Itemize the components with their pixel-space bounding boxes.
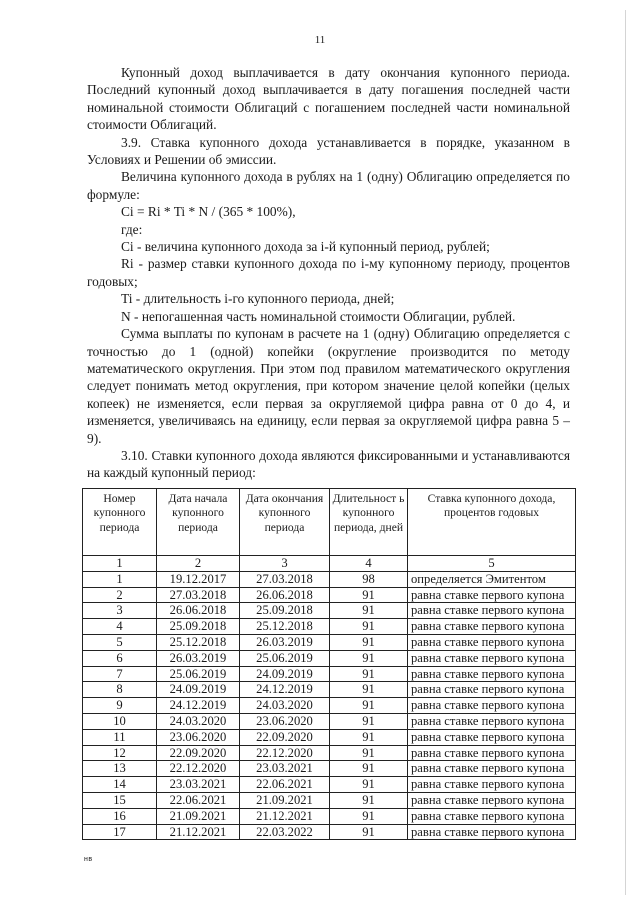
- table-cell: равна ставке первого купона: [408, 745, 576, 761]
- table-cell: 22.12.2020: [157, 761, 240, 777]
- table-cell: 11: [83, 729, 157, 745]
- table-cell: 91: [330, 745, 408, 761]
- paragraph: N - непогашенная часть номинальной стоимости Облигации, рублей.: [121, 308, 516, 324]
- table-row: [83, 682, 576, 698]
- table-cell: 25.06.2019: [157, 666, 240, 682]
- table-cell: 12: [83, 745, 157, 761]
- table-cell: 91: [330, 729, 408, 745]
- table-cell: 1: [83, 571, 157, 587]
- table-row: [83, 745, 576, 761]
- table-row: [83, 792, 576, 808]
- header-end-date: Дата окончания купонного периода: [240, 489, 330, 556]
- document-body: [87, 64, 570, 482]
- table-row: [83, 650, 576, 666]
- table-cell: равна ставке первого купона: [408, 698, 576, 714]
- table-cell: 26.03.2019: [157, 650, 240, 666]
- table-row: [83, 761, 576, 777]
- table-row: [83, 603, 576, 619]
- footer-initials: нв: [84, 856, 93, 863]
- table-cell: 26.06.2018: [157, 603, 240, 619]
- column-number-cell: 3: [240, 556, 330, 572]
- table-cell: 91: [330, 698, 408, 714]
- table-cell: 24.09.2019: [240, 666, 330, 682]
- table-cell: равна ставке первого купона: [408, 808, 576, 824]
- table-cell: равна ставке первого купона: [408, 777, 576, 793]
- table-cell: 21.09.2021: [157, 808, 240, 824]
- table-cell: 24.12.2019: [240, 682, 330, 698]
- table-cell: 7: [83, 666, 157, 682]
- table-row: [83, 713, 576, 729]
- header-start-date: Дата начала купонного периода: [157, 489, 240, 556]
- column-number-cell: 5: [408, 556, 576, 572]
- table-cell: 91: [330, 777, 408, 793]
- table-cell: равна ставке первого купона: [408, 729, 576, 745]
- table-cell: 25.06.2019: [240, 650, 330, 666]
- table-cell: 27.03.2018: [157, 587, 240, 603]
- table-row: [83, 824, 576, 840]
- column-number-cell: 4: [330, 556, 408, 572]
- table-body: [83, 556, 576, 840]
- table-cell: равна ставке первого купона: [408, 634, 576, 650]
- paragraph: Ci = Ri * Ti * N / (365 * 100%),: [121, 204, 296, 220]
- page-number: 11: [314, 34, 326, 46]
- table-cell: равна ставке первого купона: [408, 650, 576, 666]
- table-cell: 91: [330, 650, 408, 666]
- table-cell: 6: [83, 650, 157, 666]
- table-row: [83, 729, 576, 745]
- table-cell: 25.12.2018: [240, 619, 330, 635]
- table-cell: 27.03.2018: [240, 571, 330, 587]
- table-cell: равна ставке первого купона: [408, 603, 576, 619]
- table-cell: 91: [330, 713, 408, 729]
- paragraph: Купонный доход выплачивается в дату окончания купонного периода. Последний купонный доход выплачивается в дату погашения последней части номинальной стоимости Облигаций с погашением последней части номинальной стоимости Облигаций.: [87, 65, 570, 133]
- paragraph: 3.9. Ставка купонного дохода устанавливается в порядке, указанном в Условиях и Решении об эмиссии.: [87, 134, 570, 168]
- table-cell: 15: [83, 792, 157, 808]
- table-cell: 91: [330, 824, 408, 840]
- table-row: [83, 808, 576, 824]
- table-cell: равна ставке первого купона: [408, 761, 576, 777]
- table-cell: 24.09.2019: [157, 682, 240, 698]
- table-cell: 23.03.2021: [157, 777, 240, 793]
- paragraph: Сумма выплаты по купонам в расчете на 1 (одну) Облигацию определяется с точностью до 1 (одной) копейки (округление производится по методу математического округления. При этом под правилом математического округления следует понимать метод округления, при котором значение целой копейки (целых копеек) не изменяется, если первая за округляемой цифра равна от 0 до 4, и изменяется, увеличиваясь на единицу, если первая за округляемой цифра равна 5 – 9).: [87, 326, 570, 446]
- table-cell: 24.12.2019: [157, 698, 240, 714]
- table-cell: 91: [330, 634, 408, 650]
- table-row: [83, 777, 576, 793]
- table-cell: 23.06.2020: [157, 729, 240, 745]
- table-cell: 4: [83, 619, 157, 635]
- paragraph: 3.10. Ставки купонного дохода являются фиксированными и устанавливаются на каждый купонный период:: [87, 447, 570, 481]
- table-header-row: [83, 489, 576, 556]
- column-number-cell: 2: [157, 556, 240, 572]
- table-cell: 14: [83, 777, 157, 793]
- table-cell: 91: [330, 587, 408, 603]
- table-cell: 8: [83, 682, 157, 698]
- table-cell: 91: [330, 808, 408, 824]
- table-cell: 3: [83, 603, 157, 619]
- table-cell: 26.06.2018: [240, 587, 330, 603]
- header-period-number: Номер купонного периода: [83, 489, 157, 556]
- table-cell: 10: [83, 713, 157, 729]
- table-cell: 26.03.2019: [240, 634, 330, 650]
- header-coupon-rate: Ставка купонного дохода, процентов годовых: [408, 489, 576, 556]
- table-cell: 91: [330, 619, 408, 635]
- table-row: [83, 587, 576, 603]
- table-cell: 22.09.2020: [240, 729, 330, 745]
- table-cell: равна ставке первого купона: [408, 824, 576, 840]
- table-cell: 16: [83, 808, 157, 824]
- table-cell: 24.03.2020: [240, 698, 330, 714]
- scan-edge-line: [625, 10, 626, 895]
- paragraph: Ci - величина купонного дохода за i-й купонный период, рублей;: [121, 239, 490, 255]
- table-cell: 22.06.2021: [157, 792, 240, 808]
- table-cell: равна ставке первого купона: [408, 587, 576, 603]
- table-cell: 25.09.2018: [157, 619, 240, 635]
- header-duration: Длительност ь купонного периода, дней: [330, 489, 408, 556]
- table-cell: равна ставке первого купона: [408, 713, 576, 729]
- table-cell: 91: [330, 761, 408, 777]
- table-cell: 23.03.2021: [240, 761, 330, 777]
- paragraph: где:: [121, 221, 143, 237]
- table-cell: 91: [330, 682, 408, 698]
- table-cell: равна ставке первого купона: [408, 619, 576, 635]
- table-cell: 5: [83, 634, 157, 650]
- table-cell: 91: [330, 603, 408, 619]
- column-number-row: [83, 556, 576, 572]
- paragraph: Величина купонного дохода в рублях на 1 (одну) Облигацию определяется по формуле:: [87, 169, 570, 202]
- table-cell: 21.12.2021: [240, 808, 330, 824]
- table-cell: 91: [330, 792, 408, 808]
- table-cell: 22.12.2020: [240, 745, 330, 761]
- table-cell: 91: [330, 666, 408, 682]
- table-cell: 13: [83, 761, 157, 777]
- table-cell: 98: [330, 571, 408, 587]
- table-cell: 2: [83, 587, 157, 603]
- table-cell: 17: [83, 824, 157, 840]
- table-cell: 23.06.2020: [240, 713, 330, 729]
- table-cell: равна ставке первого купона: [408, 666, 576, 682]
- table-row: [83, 666, 576, 682]
- table-cell: определяется Эмитентом: [408, 571, 576, 587]
- paragraph: Ti - длительность i-го купонного периода, дней;: [121, 291, 395, 307]
- table-cell: 24.03.2020: [157, 713, 240, 729]
- table-row: [83, 619, 576, 635]
- paragraph: Ri - размер ставки купонного дохода по i-му купонному периоду, процентов годовых;: [87, 256, 570, 289]
- table-cell: равна ставке первого купона: [408, 792, 576, 808]
- table-cell: 21.09.2021: [240, 792, 330, 808]
- table-cell: равна ставке первого купона: [408, 682, 576, 698]
- column-number-cell: 1: [83, 556, 157, 572]
- table-cell: 22.06.2021: [240, 777, 330, 793]
- table-row: [83, 698, 576, 714]
- table-cell: 22.03.2022: [240, 824, 330, 840]
- table-cell: 25.12.2018: [157, 634, 240, 650]
- table-row: [83, 634, 576, 650]
- table-cell: 25.09.2018: [240, 603, 330, 619]
- table-cell: 22.09.2020: [157, 745, 240, 761]
- table-cell: 9: [83, 698, 157, 714]
- coupon-rates-table: [82, 488, 576, 840]
- table-row: [83, 571, 576, 587]
- table-cell: 21.12.2021: [157, 824, 240, 840]
- table-cell: 19.12.2017: [157, 571, 240, 587]
